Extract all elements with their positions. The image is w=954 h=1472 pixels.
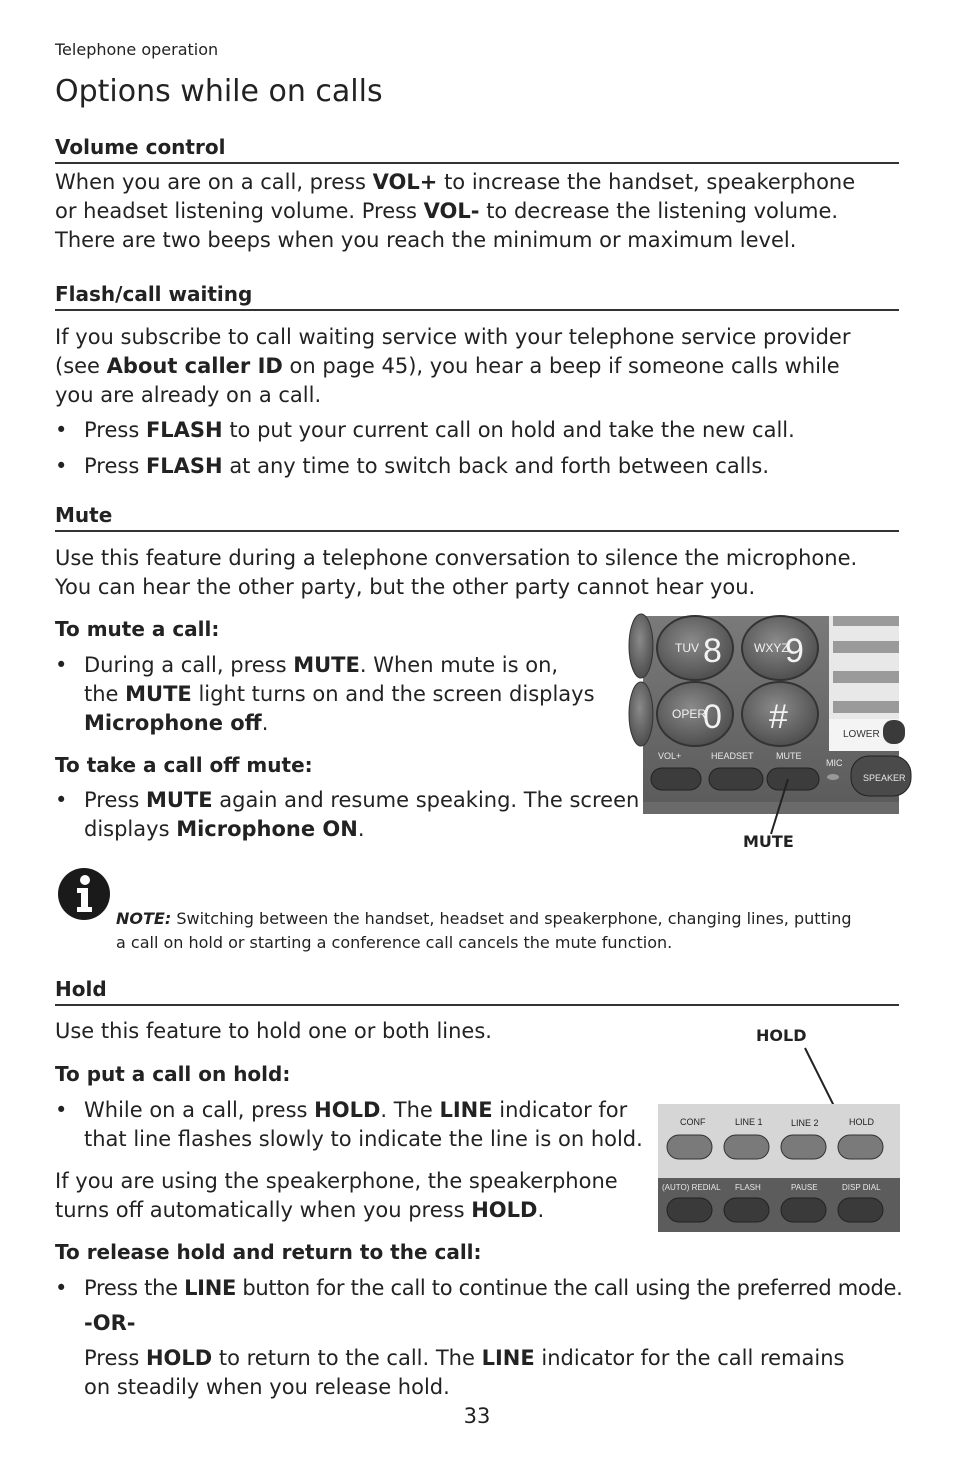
flash-paragraph: [55, 323, 850, 410]
hold-panel-image: [658, 1040, 900, 1232]
unmute-bullet: • Press MUTE again and resume speaking. The screen displays Microphone ON.: [55, 788, 640, 841]
page-title: Options while on calls: [55, 74, 383, 109]
or-separator: -OR-: [84, 1311, 136, 1335]
flash-rule: [55, 309, 899, 311]
mute-subheading: To mute a call:: [55, 617, 220, 641]
key-0-letters: OPER: [672, 707, 707, 721]
volume-heading: Volume control: [55, 135, 226, 159]
mute-key-label: MUTE: [776, 751, 802, 761]
flash-bullet-2: • Press FLASH at any time to switch back and forth between calls.: [55, 454, 770, 478]
key-8-letters: TUV: [675, 641, 699, 655]
speakerphone-paragraph: If you are using the speakerphone, the speakerphone turns off automatically when you press HOLD.: [55, 1169, 618, 1222]
headset-label: HEADSET: [711, 751, 754, 761]
mute-line-2: You can hear the other party, but the other party cannot hear you.: [55, 575, 756, 599]
volume-line-2: or headset listening volume. Press VOL- to decrease the listening volume.: [55, 199, 839, 223]
pause-label: PAUSE: [791, 1183, 818, 1192]
flash-line-3: you are already on a call.: [55, 383, 322, 407]
flash-label: FLASH: [735, 1183, 761, 1192]
mute-callout: MUTE: [743, 832, 794, 851]
release-bullet: • Press the LINE button for the call to continue the call using the preferred mode. -OR- Press HOLD to return to the call. The LINE indicator for the call remains on steadily when you release hold.: [55, 1276, 903, 1399]
mute-rule: [55, 530, 899, 532]
conf-label: CONF: [680, 1117, 706, 1127]
volume-line-3: There are two beeps when you reach the minimum or maximum level.: [55, 228, 797, 252]
disp-dial-label: DISP DIAL: [842, 1183, 881, 1192]
key-9-digit: 9: [785, 632, 804, 670]
key-0-digit: 0: [703, 698, 722, 736]
note-text: NOTE: Switching between the handset, headset and speakerphone, changing lines, putting a call on hold or starting a conference call cancels the mute function.: [116, 909, 852, 952]
hold-callout: HOLD: [756, 1026, 807, 1045]
release-subheading: To release hold and return to the call:: [55, 1240, 482, 1264]
flash-bullet-1: • Press FLASH to put your current call on hold and take the new call.: [55, 418, 795, 442]
redial-label: (AUTO) REDIAL: [662, 1183, 721, 1192]
unmute-subheading: To take a call off mute:: [55, 753, 313, 777]
keypad-image: [643, 616, 906, 814]
flash-line-2: (see About caller ID on page 45), you hear a beep if someone calls while: [55, 354, 840, 378]
volume-rule: [55, 162, 899, 164]
volume-line-1: When you are on a call, press VOL+ to increase the handset, speakerphone: [55, 170, 856, 194]
line2-label: LINE 2: [791, 1118, 819, 1128]
vol-label: VOL+: [658, 751, 682, 761]
info-icon: [57, 867, 111, 921]
volume-paragraph: [55, 168, 855, 255]
mute-heading: Mute: [55, 503, 113, 527]
key-8-digit: 8: [703, 632, 722, 670]
hold-rule: [55, 1004, 899, 1006]
hold-heading: Hold: [55, 977, 107, 1001]
mute-line-1: Use this feature during a telephone conversation to silence the microphone.: [55, 546, 858, 570]
hold-intro: Use this feature to hold one or both lines.: [55, 1019, 492, 1043]
page-number: 33: [463, 1404, 491, 1428]
flash-heading: Flash/call waiting: [55, 282, 253, 306]
lower-label: LOWER: [843, 729, 880, 740]
hold-subheading: To put a call on hold:: [55, 1062, 291, 1086]
speaker-label: SPEAKER: [863, 773, 906, 783]
flash-line-1: If you subscribe to call waiting service with your telephone service provider: [55, 325, 851, 349]
section-label: Telephone operation: [55, 40, 219, 59]
mute-paragraph: [55, 544, 857, 602]
hold-bullet: • While on a call, press HOLD. The LINE indicator for that line flashes slowly to indicate the line is on hold.: [55, 1098, 643, 1151]
hold-label: HOLD: [849, 1117, 875, 1127]
mic-label: MIC: [826, 758, 843, 768]
key-9-letters: WXYZ: [754, 641, 789, 655]
line1-label: LINE 1: [735, 1117, 763, 1127]
mute-bullet: • During a call, press MUTE. When mute is on, the MUTE light turns on and the screen displays Microphone off.: [55, 653, 595, 735]
key-hash: #: [769, 698, 788, 736]
